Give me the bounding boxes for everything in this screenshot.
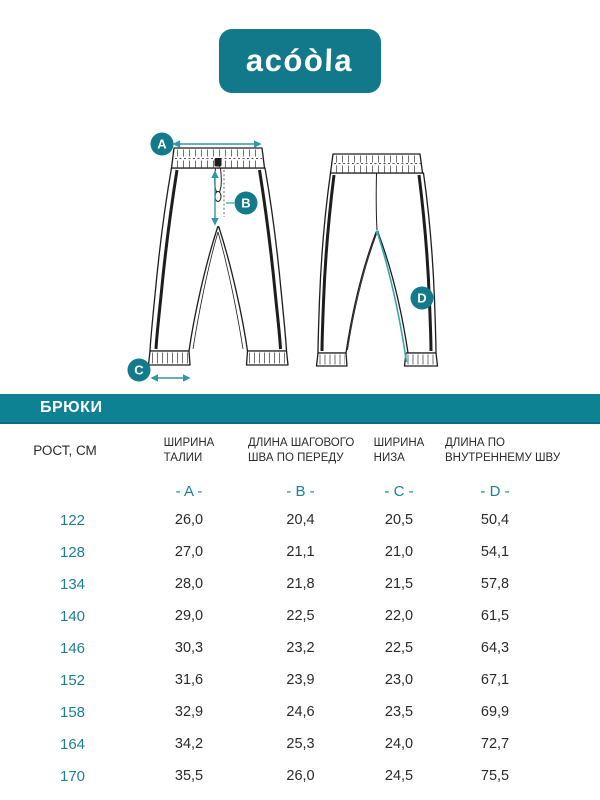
measure-label-c [128, 359, 151, 382]
table-header-row [0, 424, 545, 478]
table-row [0, 632, 545, 664]
table-row [0, 696, 545, 728]
size-table-body [0, 504, 545, 792]
cell-c: 24,5 [384, 768, 414, 784]
cell-d: 61,5 [480, 608, 510, 624]
cell-d: 69,9 [480, 704, 510, 720]
table-row [0, 664, 545, 696]
cell-c: 23,5 [384, 704, 414, 720]
section-title-band [0, 394, 600, 424]
row-height: 134 [59, 575, 86, 593]
col-header-d: ДЛИНА ПО ВНУТРЕННЕМУ ШВУ [445, 437, 561, 464]
pants-measurement-diagram [0, 120, 600, 395]
size-table [0, 424, 561, 792]
cell-a: 35,5 [174, 768, 204, 784]
col-header-c: ШИРИНА НИЗА [373, 437, 425, 464]
row-height: 140 [59, 607, 86, 625]
label-a-text: A [157, 136, 167, 152]
measure-label-d [411, 287, 434, 310]
cell-b: 25,3 [286, 736, 315, 752]
table-row [0, 504, 545, 536]
measure-label-a [151, 133, 174, 156]
measure-label-b [235, 192, 258, 215]
row-height: 170 [59, 767, 86, 785]
cell-a: 29,0 [174, 608, 204, 624]
row-height: 128 [59, 543, 86, 561]
cell-b: 20,4 [286, 512, 315, 528]
row-height: 122 [59, 511, 86, 529]
cell-d: 54,1 [480, 544, 510, 560]
cell-c: 22,5 [384, 640, 414, 656]
cell-a: 27,0 [174, 544, 204, 560]
table-letter-row [0, 478, 545, 504]
cell-a: 32,9 [174, 704, 204, 720]
row-height: 146 [59, 639, 86, 657]
section-title: БРЮКИ [40, 399, 103, 416]
col-letter-b: - B - [286, 482, 315, 500]
brand-logo [219, 29, 381, 93]
letter-cell-empty [0, 478, 130, 504]
cell-c: 21,5 [384, 576, 414, 592]
cell-b: 26,0 [286, 768, 315, 784]
label-b-text: B [241, 195, 251, 211]
cell-c: 23,0 [384, 672, 414, 688]
label-d-text: D [417, 290, 427, 306]
cell-d: 64,3 [480, 640, 510, 656]
col-letter-d: - D - [480, 482, 510, 500]
row-height: 164 [59, 735, 86, 753]
cell-c: 20,5 [384, 512, 414, 528]
cell-b: 22,5 [286, 608, 315, 624]
cell-b: 21,1 [286, 544, 315, 560]
cell-a: 31,6 [174, 672, 204, 688]
cell-d: 67,1 [480, 672, 510, 688]
cell-a: 34,2 [174, 736, 204, 752]
cell-b: 21,8 [286, 576, 315, 592]
cell-d: 75,5 [480, 768, 510, 784]
pants-back-view [317, 154, 438, 366]
cell-c: 21,0 [384, 544, 414, 560]
cell-c: 24,0 [384, 736, 414, 752]
col-letter-a: - A - [175, 482, 203, 500]
table-row [0, 760, 545, 792]
cell-b: 24,6 [286, 704, 315, 720]
cell-a: 26,0 [174, 512, 204, 528]
cell-b: 23,9 [286, 672, 315, 688]
label-c-text: C [134, 362, 144, 378]
col-header-b: ДЛИНА ШАГОВОГО ШВА ПО ПЕРЕДУ [248, 437, 355, 464]
cell-c: 22,0 [384, 608, 414, 624]
cell-a: 28,0 [174, 576, 204, 592]
table-row [0, 600, 545, 632]
row-height: 158 [59, 703, 86, 721]
brand-logo-text: acóòla [245, 43, 355, 78]
table-row [0, 536, 545, 568]
cell-a: 30,3 [174, 640, 204, 656]
col-header-a: ШИРИНА ТАЛИИ [163, 437, 215, 464]
row-height: 152 [59, 671, 86, 689]
cell-d: 50,4 [480, 512, 510, 528]
table-row [0, 568, 545, 600]
col-letter-c: - C - [384, 482, 414, 500]
cell-d: 72,7 [480, 736, 510, 752]
cell-d: 57,8 [480, 576, 510, 592]
table-row [0, 728, 545, 760]
col-header-height: РОСТ, СМ [33, 443, 97, 458]
cell-b: 23,2 [286, 640, 315, 656]
